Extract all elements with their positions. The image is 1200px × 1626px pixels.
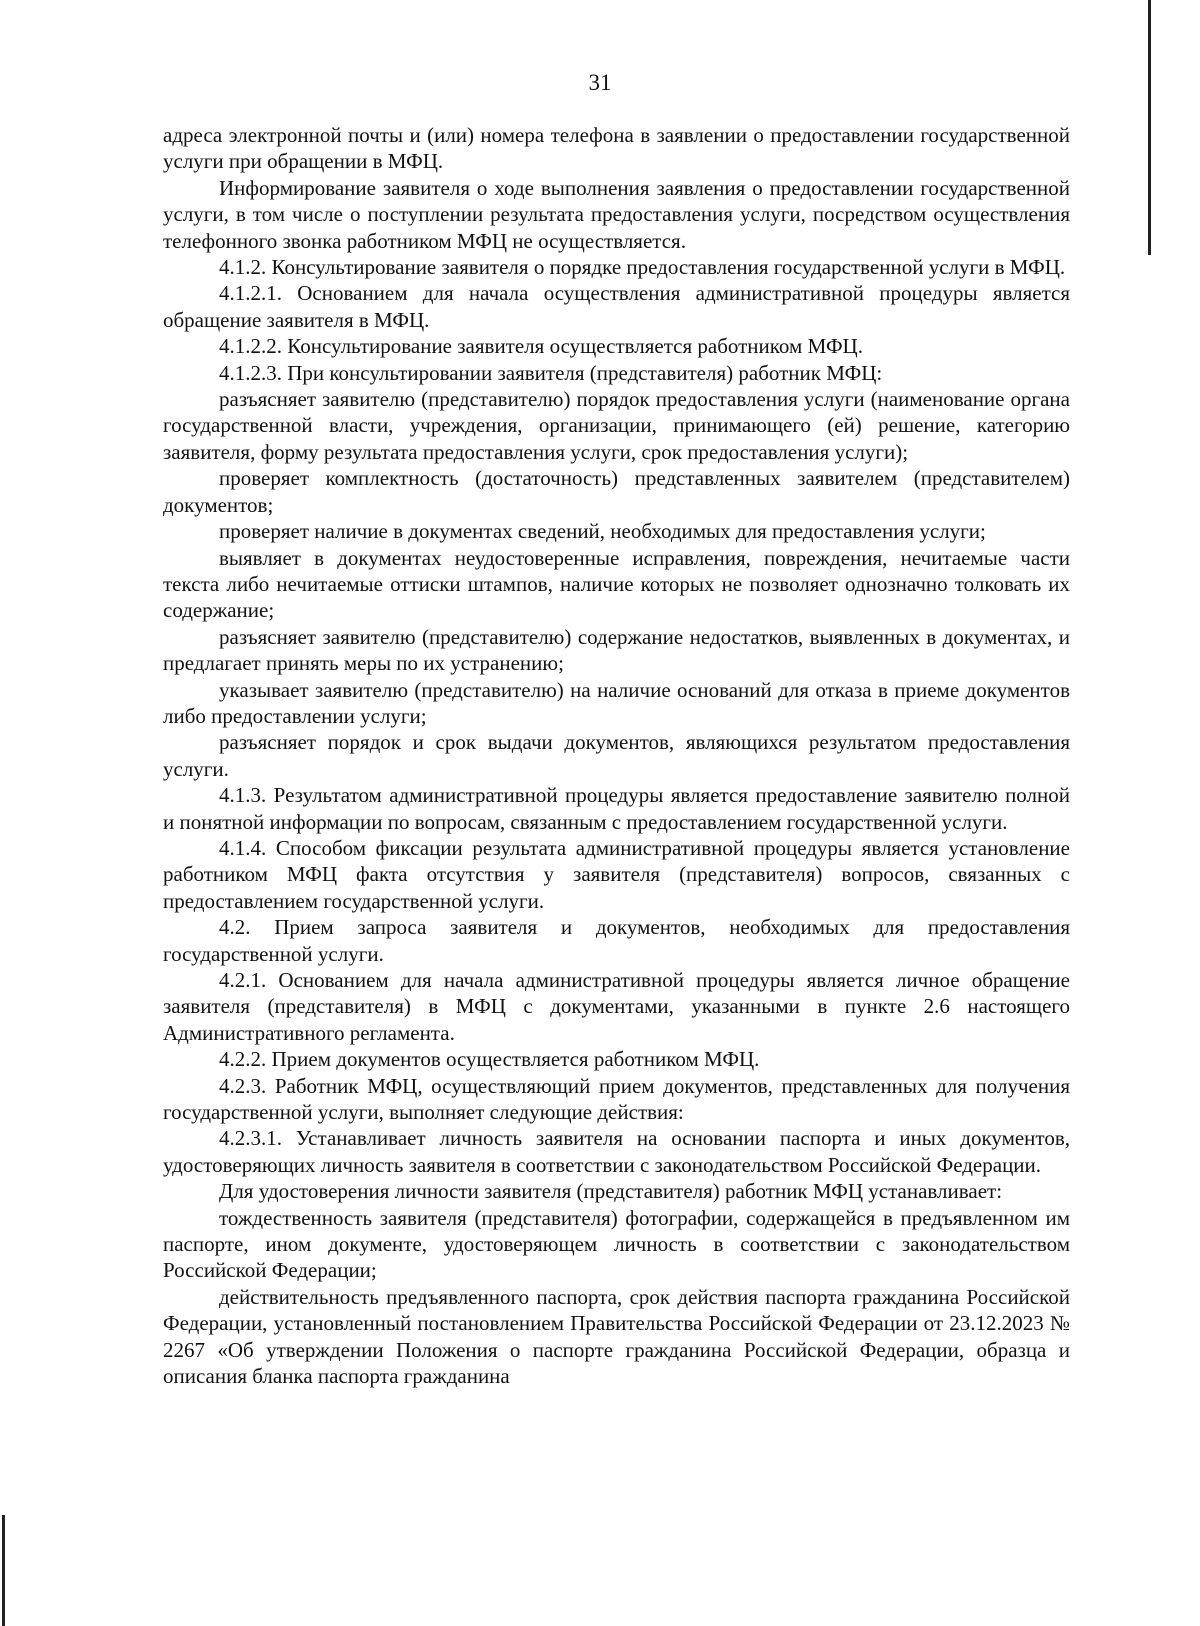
paragraph: 4.1.3. Результатом административной процедуры является предоставление заявителю полной и понятной информации по вопросам, связанным с предоставлением государственной услуги.	[163, 783, 1070, 834]
paragraph: 4.1.2.1. Основанием для начала осуществления административной процедуры является обращение заявителя в МФЦ.	[163, 281, 1070, 332]
page-number: 31	[588, 70, 612, 95]
paragraph: действительность предъявленного паспорта, срок действия паспорта гражданина Российской Федерации, установленный постановлением Правительства Российской Федерации от 23.12.2023 № 2267 «Об утверждении Положения о паспорте гражданина Российской Федерации, образца и описания бланка паспорта гражданина	[163, 1284, 1070, 1389]
paragraph: выявляет в документах неудостоверенные исправления, повреждения, нечитаемые части текста либо нечитаемые оттиски штампов, наличие которых не позволяет однозначно толковать их содержание;	[163, 545, 1070, 623]
paragraph: 4.2.2. Прием документов осуществляется работником МФЦ.	[219, 1047, 760, 1072]
paragraph: тождественность заявителя (представителя) фотографии, содержащейся в предъявленном им паспорте, ином документе, удостоверяющем личность в соответствии с законодательством Российской Федерации;	[163, 1205, 1070, 1283]
paragraph: адреса электронной почты и (или) номера телефона в заявлении о предоставлении государственной услуги при обращении в МФЦ.	[163, 123, 1070, 174]
paragraph: 4.2.3.1. Устанавливает личность заявителя на основании паспорта и иных документов, удостоверяющих личность заявителя в соответствии с законодательством Российской Федерации.	[163, 1126, 1070, 1177]
paragraph: 4.1.4. Способом фиксации результата административной процедуры является установление работником МФЦ факта отсутствия у заявителя (представителя) вопросов, связанных с предоставлением государственной услуги.	[163, 835, 1070, 913]
paragraph: указывает заявителю (представителю) на наличие оснований для отказа в приеме документов либо предоставлении услуги;	[163, 677, 1070, 728]
paragraph: проверяет комплектность (достаточность) представленных заявителем (представителем) документов;	[163, 466, 1070, 517]
paragraph: Для удостоверения личности заявителя (представителя) работник МФЦ устанавливает:	[219, 1179, 1003, 1204]
paragraph: 4.2.1. Основанием для начала административной процедуры является личное обращение заявителя (представителя) в МФЦ с документами, указанными в пункте 2.6 настоящего Административного регламента.	[163, 968, 1070, 1045]
paragraph: разъясняет порядок и срок выдачи документов, являющихся результатом предоставления услуги.	[163, 730, 1070, 781]
scan-edge-mark-bottom-left	[2, 1515, 5, 1626]
paragraph: Информирование заявителя о ходе выполнения заявления о предоставлении государственной услуги, в том числе о поступлении результата предоставления услуги, посредством осуществления телефонного звонка работником МФЦ не осуществляется.	[163, 175, 1070, 253]
paragraph: разъясняет заявителю (представителю) порядок предоставления услуги (наименование органа государственной власти, учреждения, организации, принимающего (ей) решение, категорию заявителя, форму результата предоставления услуги, срок предоставления услуги);	[163, 387, 1070, 464]
paragraph: 4.1.2.3. При консультировании заявителя (представителя) работник МФЦ:	[219, 360, 883, 385]
paragraph: проверяет наличие в документах сведений, необходимых для предоставления услуги;	[219, 519, 986, 544]
scan-edge-mark-top-right	[1148, 0, 1151, 255]
paragraph: 4.2.3. Работник МФЦ, осуществляющий прием документов, представленных для получения государственной услуги, выполняет следующие действия:	[163, 1073, 1070, 1125]
document-body	[163, 122, 1070, 1390]
paragraph: 4.1.2.2. Консультирование заявителя осуществляется работником МФЦ.	[219, 334, 863, 359]
paragraph: 4.1.2. Консультирование заявителя о порядке предоставления государственной услуги в МФЦ.	[219, 255, 1066, 280]
paragraph: разъясняет заявителю (представителю) содержание недостатков, выявленных в документах, и предлагает принять меры по их устранению;	[163, 624, 1070, 676]
paragraph: 4.2. Прием запроса заявителя и документов, необходимых для предоставления государственной услуги.	[163, 915, 1070, 966]
